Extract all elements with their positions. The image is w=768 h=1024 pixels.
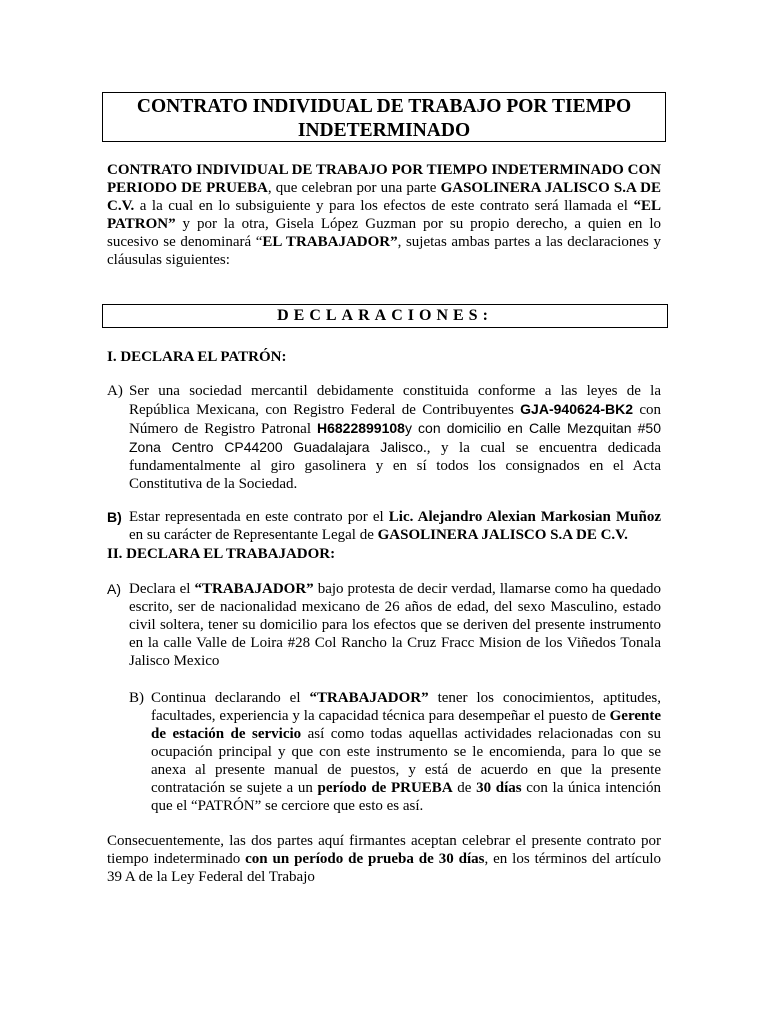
patron-a-text-2: con Número de Registro Patronal bbox=[129, 402, 661, 437]
closing-text-2: , en los términos del artículo 39 A de la Ley Federal del Trabajo bbox=[107, 851, 661, 885]
declaraciones-heading: DECLARACIONES: bbox=[102, 304, 668, 328]
intro-text-1: , que celebran por una parte bbox=[267, 180, 441, 196]
intro-bold-trabajador: EL TRABAJADOR” bbox=[262, 234, 398, 250]
intro-bold-contract: CONTRATO INDIVIDUAL DE TRABAJO POR TIEMPO INDETERMINADO CON PERIODO DE PRUEBA bbox=[107, 162, 661, 196]
patron-item-a bbox=[107, 382, 661, 493]
title-line-1: CONTRATO INDIVIDUAL DE TRABAJO POR TIEMPO bbox=[136, 96, 632, 117]
patron-item-b bbox=[107, 508, 661, 544]
item-label: A) bbox=[107, 581, 121, 597]
patron-a-text-1: Ser una sociedad mercantil debidamente constituida conforme a las leyes de la República Mexicana, con Registro Federal de Contribuyentes bbox=[129, 383, 661, 418]
intro-text-4: , sujetas ambas partes a las declaraciones y cláusulas siguientes: bbox=[107, 234, 661, 268]
trabajador-b-text-1: Continua declarando el bbox=[151, 690, 310, 706]
trabajador-a-text-2: bajo protesta de decir verdad, llamarse como ha quedado escrito, ser de nacionalidad mexicano de 26 años de edad, del sexo Masculino, estado civil soltera, tener su domicilio para los efectos que se deriven del presente instrumento en la calle Valle de Loira #28 Col Rancho la Cruz Fracc Mision de los Viñedos Tonala Jalisco Mexico bbox=[129, 581, 661, 669]
intro-paragraph bbox=[107, 161, 661, 269]
registro-patronal-value: H6822899108 bbox=[316, 420, 405, 436]
trabajador-item-a bbox=[107, 580, 661, 670]
trabajador-b-text-2: tener los conocimientos, aptitudes, facultades, experiencia y la capacidad técnica para desempeñar el puesto de bbox=[151, 690, 661, 724]
company-name: GASOLINERA JALISCO S.A DE C.V. bbox=[377, 527, 628, 543]
trabajador-b-text-4: de bbox=[452, 780, 477, 796]
item-label: A) bbox=[107, 383, 123, 399]
item-label: B) bbox=[129, 690, 144, 706]
intro-text-3: y por la otra, Gisela López Guzman por su propio derecho, a quien en lo sucesivo se denominará “ bbox=[107, 216, 661, 250]
trabajador-b-text-5: con la única intención que el “PATRÓN” se cerciore que esto es así. bbox=[151, 780, 661, 814]
rfc-value: GJA-940624-BK2 bbox=[520, 401, 634, 417]
trabajador-bold: “TRABAJADOR” bbox=[309, 690, 429, 706]
item-label: B) bbox=[107, 509, 122, 525]
contract-title bbox=[102, 92, 666, 142]
intro-bold-patron: “EL PATRON” bbox=[107, 198, 661, 232]
title-line-2: INDETERMINADO bbox=[297, 120, 471, 141]
closing-text-1: Consecuentemente, las dos partes aquí firmantes aceptan celebrar el presente contrato por tiempo indeterminado bbox=[107, 833, 661, 867]
closing-bold: con un período de prueba de 30 días bbox=[245, 851, 485, 867]
section-1-heading: I. DECLARA EL PATRÓN: bbox=[107, 349, 287, 365]
trial-days: 30 días bbox=[476, 780, 522, 796]
closing-paragraph bbox=[107, 832, 661, 886]
patron-b-text-2: en su carácter de Representante Legal de bbox=[129, 527, 378, 543]
patron-address: y con domicilio en Calle Mezquitan #50 Zona Centro CP44200 Guadalajara Jalisco bbox=[129, 420, 661, 455]
representative-name: Lic. Alejandro Alexian Markosian Muñoz bbox=[388, 509, 661, 525]
patron-b-text-1: Estar representada en este contrato por el bbox=[129, 509, 389, 525]
intro-bold-company: GASOLINERA JALISCO S.A DE C.V. bbox=[107, 180, 662, 214]
trial-period: período de PRUEBA bbox=[317, 780, 453, 796]
section-2-heading: II. DECLARA EL TRABAJADOR: bbox=[107, 546, 336, 562]
position-title: Gerente de estación de servicio bbox=[151, 708, 661, 742]
trabajador-bold: “TRABAJADOR” bbox=[194, 581, 314, 597]
patron-a-text-4: ., y la cual se encuentra dedicada fundamentalmente al giro gasolinera y en sí todos los consignados en el Acta Constitutiva de la Sociedad. bbox=[129, 440, 661, 492]
trabajador-a-text-1: Declara el bbox=[129, 581, 195, 597]
intro-text-2: a la cual en lo subsiguiente y para los efectos de este contrato será llamada el bbox=[134, 198, 634, 214]
trabajador-b-text-3: así como todas aquellas actividades relacionadas con su ocupación principal y que con este instrumento se le encomienda, para lo que se anexa al presente manual de puestos, y está de acuerdo en que la presente contratación se sujete a un bbox=[151, 726, 662, 796]
trabajador-item-b bbox=[129, 689, 661, 815]
